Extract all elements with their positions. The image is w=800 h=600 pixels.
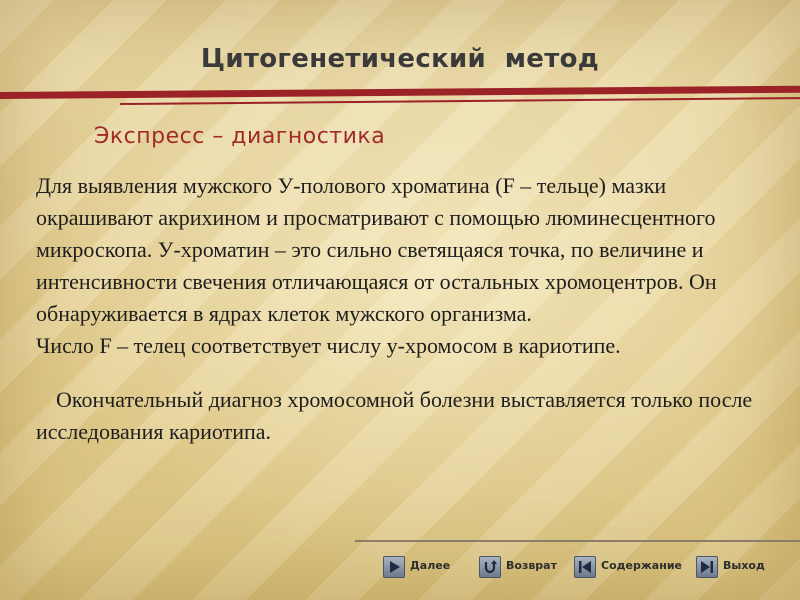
contents-button-label: Содержание [601,559,682,572]
nav-divider [355,540,800,542]
next-button-label: Далее [410,559,451,572]
slide-subtitle: Экспресс – диагностика [94,124,386,149]
exit-button-label: Выход [723,559,765,572]
skip-to-end-icon [696,556,718,578]
title-divider-thin [120,97,800,105]
body-paragraph-1: Для выявления мужского У-полового хроматина (F – тельце) мазки окрашивают акрихином и просматривают с помощью люминесцентного микроскопа. У-хроматин – это сильно светящаяся точка, по величине и интенсивности свечения отличающаяся от остальных хромоцентров. Он обнаруживается в ядрах клеток мужского организма. [36,173,717,326]
return-button-label: Возврат [506,559,557,572]
slide-title: Цитогенетический метод [200,44,600,74]
skip-to-start-icon [574,556,596,578]
slide-body [36,170,776,448]
return-arrow-icon [479,556,501,578]
play-right-icon [383,556,405,578]
title-divider-thick [0,86,800,99]
body-paragraph-1-tail: Число F – телец соответствует числу у-хромосом в кариотипе. [36,333,621,358]
body-paragraph-2: Окончательный диагноз хромосомной болезни выставляется только после исследования кариотипа. [36,387,753,444]
